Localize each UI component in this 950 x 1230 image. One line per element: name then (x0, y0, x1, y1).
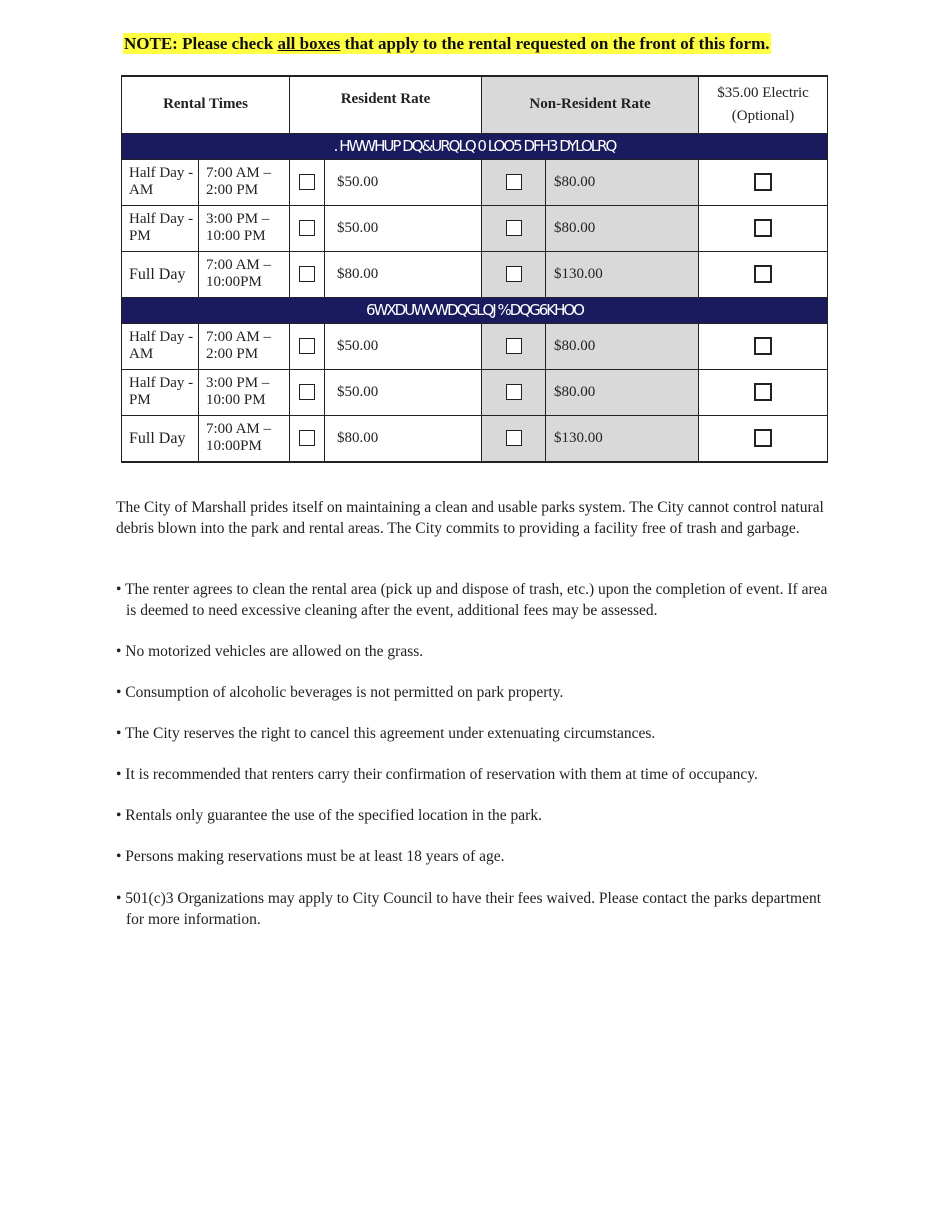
row-time: 7:00 AM – 2:00 PM (199, 323, 290, 369)
nonresident-checkbox-cell[interactable] (482, 205, 546, 251)
note-suffix: that apply to the rental requested on the front of this form. (340, 34, 770, 53)
electric-checkbox[interactable] (754, 383, 772, 401)
section-title-2: 6WXDUWVWDQGLQJ %DQG6KHOO (122, 297, 828, 323)
nonresident-checkbox[interactable] (506, 384, 522, 400)
bullet-text: • Persons making reservations must be at least 18 years of age. (116, 848, 505, 865)
nonresident-price: $80.00 (546, 323, 699, 369)
row-time: 7:00 AM – 10:00PM (199, 415, 290, 462)
rental-rates-table (121, 75, 827, 466)
intro-paragraph: The City of Marshall prides itself on maintaining a clean and usable parks system. The City cannot control natural debris blown into the park and rental areas. The City commits to providing a facility free of trash and garbage. (116, 499, 824, 537)
nonresident-checkbox[interactable] (506, 430, 522, 446)
row-label: Half Day - AM (122, 159, 199, 205)
row-label: Half Day - PM (122, 369, 199, 415)
resident-checkbox[interactable] (299, 220, 315, 236)
electric-checkbox[interactable] (754, 429, 772, 447)
electric-checkbox-cell[interactable] (699, 159, 828, 205)
electric-checkbox-cell[interactable] (699, 369, 828, 415)
nonresident-price: $80.00 (546, 205, 699, 251)
resident-checkbox[interactable] (299, 430, 315, 446)
resident-checkbox[interactable] (299, 174, 315, 190)
bullet-text: • 501(c)3 Organizations may apply to City Council to have their fees waived. Please contact the parks department for more information. (116, 890, 822, 928)
nonresident-checkbox-cell[interactable] (482, 159, 546, 205)
nonresident-price: $80.00 (546, 369, 699, 415)
resident-checkbox[interactable] (299, 266, 315, 282)
resident-price: $50.00 (325, 323, 482, 369)
nonresident-price: $130.00 (546, 415, 699, 462)
bullet-text: • The City reserves the right to cancel this agreement under extenuating circumstances. (116, 725, 656, 742)
header-non-resident-rate: Non-Resident Rate (482, 76, 699, 133)
bullet-cleanup (116, 579, 836, 621)
bullet-alcohol (116, 682, 836, 703)
header-electric-line2: (Optional) (731, 107, 795, 124)
electric-checkbox-cell[interactable] (699, 323, 828, 369)
row-time: 7:00 AM – 10:00PM (199, 251, 290, 297)
resident-checkbox-cell[interactable] (290, 415, 325, 462)
nonresident-checkbox[interactable] (506, 220, 522, 236)
electric-checkbox-cell[interactable] (699, 251, 828, 297)
resident-checkbox[interactable] (299, 384, 315, 400)
bullet-cancel (116, 723, 836, 744)
row-label: Half Day - PM (122, 205, 199, 251)
electric-checkbox-cell[interactable] (699, 415, 828, 462)
nonresident-checkbox-cell[interactable] (482, 415, 546, 462)
bullet-text: • It is recommended that renters carry their confirmation of reservation with them at time of occupancy. (116, 766, 758, 783)
header-electric-line1: $35.00 Electric (717, 84, 809, 101)
bullet-text: • No motorized vehicles are allowed on the grass. (116, 643, 424, 660)
bullet-text: • Consumption of alcoholic beverages is not permitted on park property. (116, 684, 564, 701)
resident-checkbox-cell[interactable] (290, 251, 325, 297)
resident-checkbox-cell[interactable] (290, 159, 325, 205)
resident-price: $80.00 (325, 251, 482, 297)
row-time: 3:00 PM – 10:00 PM (199, 369, 290, 415)
resident-checkbox-cell[interactable] (290, 205, 325, 251)
nonresident-price: $80.00 (546, 159, 699, 205)
electric-checkbox[interactable] (754, 219, 772, 237)
bullet-text: • The renter agrees to clean the rental area (pick up and dispose of trash, etc.) upon the completion of event. If area is deemed to need excessive cleaning after the event, additional fees may be assessed. (116, 581, 828, 619)
resident-price: $50.00 (325, 205, 482, 251)
note-underlined: all boxes (277, 34, 341, 53)
row-time: 3:00 PM – 10:00 PM (199, 205, 290, 251)
nonresident-checkbox-cell[interactable] (482, 369, 546, 415)
nonresident-checkbox[interactable] (506, 174, 522, 190)
electric-checkbox[interactable] (754, 337, 772, 355)
bullet-location (116, 805, 836, 826)
bullet-vehicles (116, 641, 836, 662)
resident-checkbox-cell[interactable] (290, 369, 325, 415)
bullet-age (116, 846, 836, 867)
row-label: Full Day (122, 251, 199, 297)
bullet-text: • Rentals only guarantee the use of the specified location in the park. (116, 807, 542, 824)
nonresident-checkbox[interactable] (506, 266, 522, 282)
electric-checkbox[interactable] (754, 265, 772, 283)
note-prefix: NOTE: Please check (124, 34, 278, 53)
nonresident-checkbox-cell[interactable] (482, 323, 546, 369)
row-time: 7:00 AM – 2:00 PM (199, 159, 290, 205)
row-label: Full Day (122, 415, 199, 462)
nonresident-price: $130.00 (546, 251, 699, 297)
header-rental-times: Rental Times (122, 76, 290, 133)
resident-price: $80.00 (325, 415, 482, 462)
header-resident-rate: Resident Rate (290, 76, 482, 133)
resident-checkbox[interactable] (299, 338, 315, 354)
header-electric (699, 76, 828, 133)
bullet-confirmation (116, 764, 836, 785)
resident-checkbox-cell[interactable] (290, 323, 325, 369)
electric-checkbox[interactable] (754, 173, 772, 191)
resident-price: $50.00 (325, 159, 482, 205)
section-title-1: . HWWHUP DQ&URQLQ 0 LOO5 DFH3 DYLOLRQ (122, 133, 828, 159)
row-label: Half Day - AM (122, 323, 199, 369)
note-banner (123, 33, 771, 54)
nonresident-checkbox[interactable] (506, 338, 522, 354)
resident-price: $50.00 (325, 369, 482, 415)
nonresident-checkbox-cell[interactable] (482, 251, 546, 297)
electric-checkbox-cell[interactable] (699, 205, 828, 251)
bullet-501c3 (116, 888, 836, 930)
